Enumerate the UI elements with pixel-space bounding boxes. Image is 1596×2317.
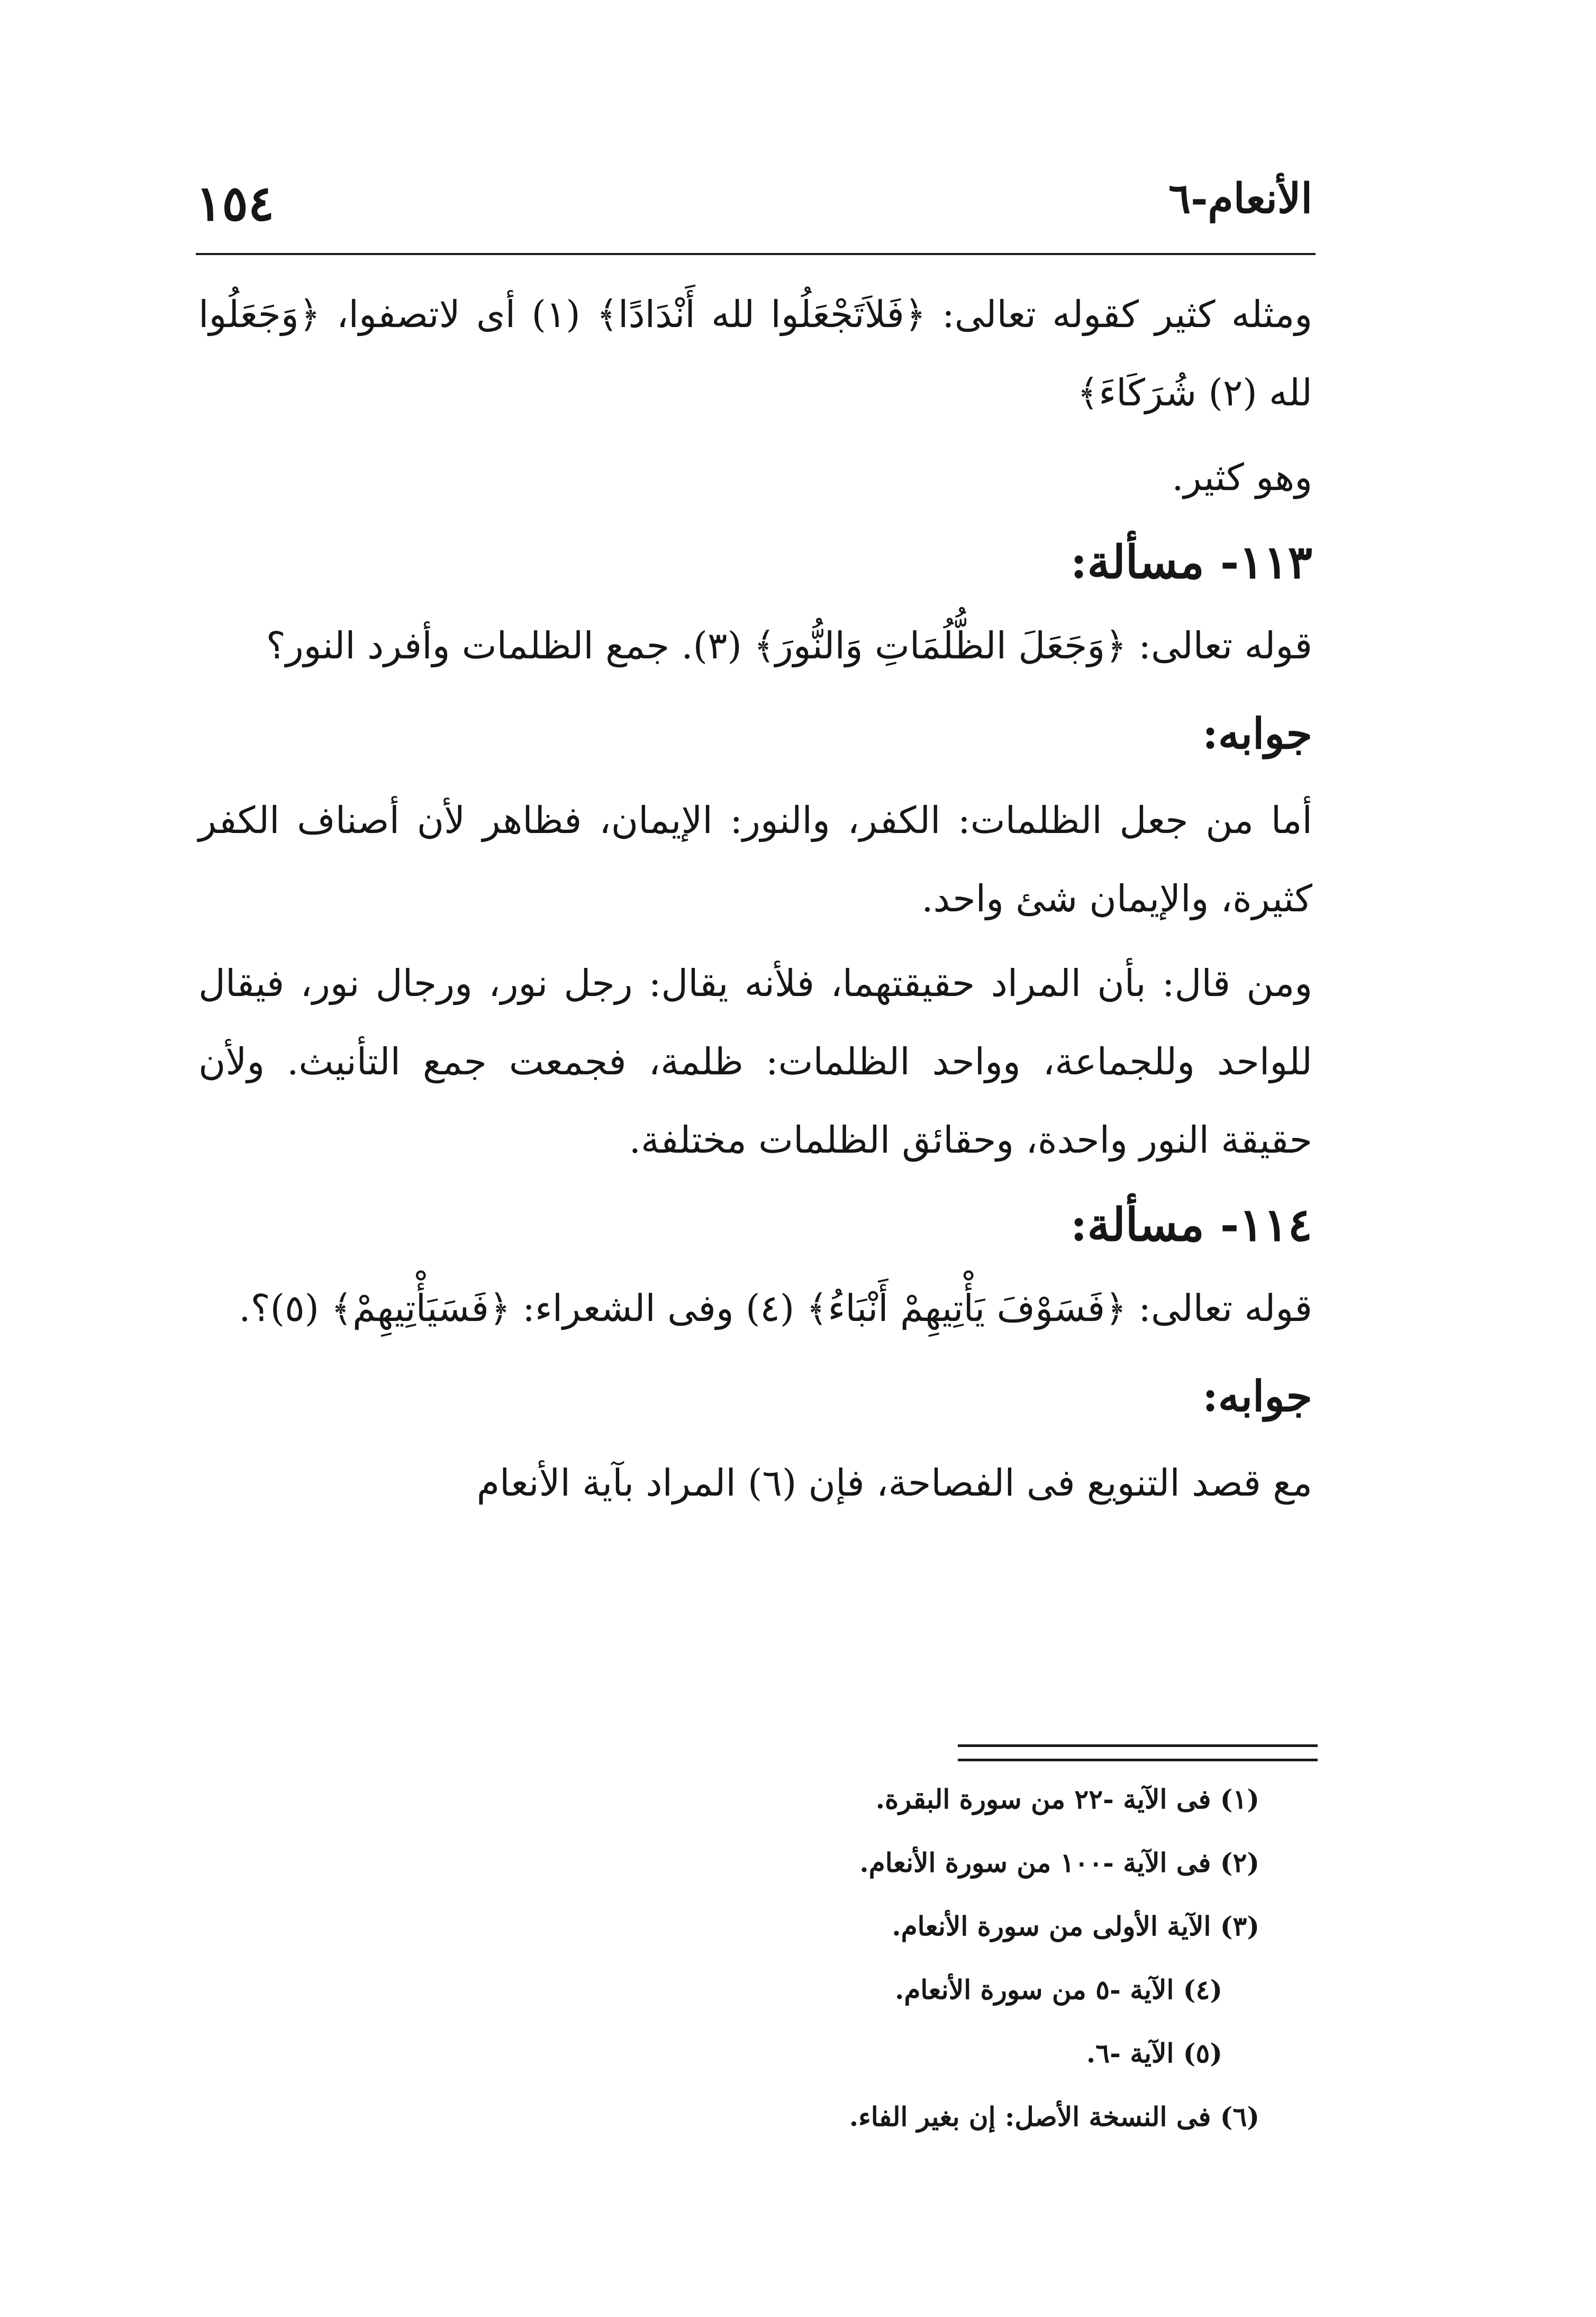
answer-paragraph-1: أما من جعل الظلمات: الكفر، والنور: الإيمان، فظاهر لأن أصناف الكفر كثيرة، والإيمان شئ واحد. [198, 799, 1312, 920]
footnote-5: (٥) الآية -٦. [1086, 2038, 1222, 2069]
footnote-3: (٣) الآية الأولى من سورة الأنعام. [892, 1911, 1259, 1942]
question-heading-114: ١١٤- مسألة: [1070, 1198, 1312, 1252]
page-number: ١٥٤ [196, 175, 275, 232]
question-heading-113: ١١٣- مسألة: [1070, 536, 1312, 589]
header-rule [196, 253, 1316, 255]
footnote-separator [958, 1744, 1318, 1761]
paragraph-conclusion: وهو كثير. [1172, 456, 1312, 499]
answer-paragraph-2: ومن قال: بأن المراد حقيقتهما، فلأنه يقال: رجل نور، ورجال نور، فيقال للواحد وللجماعة، وواحد الظلمات: ظلمة، فجمعت جمع التأنيث. ولأن حقيقة النور واحدة، وحقائق الظلمات مختلفة. [198, 962, 1312, 1162]
footnote-6: (٦) فى النسخة الأصل: إن بغير الفاء. [849, 2101, 1259, 2132]
running-header [196, 175, 1312, 243]
answer-heading-113: جوابه: [1202, 709, 1312, 758]
question-text-113: قوله تعالى: ﴿وَجَعَلَ الظُّلُمَاتِ وَالنُّورَ﴾ (٣). جمع الظلمات وأفرد النور؟ [266, 624, 1312, 667]
footnote-2: (٢) فى الآية -١٠٠ من سورة الأنعام. [859, 1847, 1259, 1878]
answer-paragraph-3: مع قصد التنويع فى الفصاحة، فإن (٦) المراد بآية الأنعام [476, 1461, 1312, 1505]
paragraph-examples: ومثله كثير كقوله تعالى: ﴿فَلاَتَجْعَلُوا لله أَنْدَادًا﴾ (١) أى لاتصفوا، ﴿وَجَعَلُوا لله (٢) شُرَكَاءَ﴾ [198, 293, 1312, 414]
question-text-114: قوله تعالى: ﴿فَسَوْفَ يَأْتِيهِمْ أَنْبَاءُ﴾ (٤) وفى الشعراء: ﴿فَسَيَأْتِيهِمْ﴾ (٥)؟. [239, 1287, 1312, 1330]
main-text [198, 275, 1312, 1528]
footnotes [476, 1768, 1259, 2149]
answer-heading-114: جوابه: [1202, 1371, 1312, 1421]
footnote-1: (١) فى الآية -٢٢ من سورة البقرة. [875, 1784, 1259, 1815]
running-title: الأنعام-٦ [1168, 175, 1312, 223]
footnote-4: (٤) الآية -٥ من سورة الأنعام. [895, 1974, 1222, 2005]
